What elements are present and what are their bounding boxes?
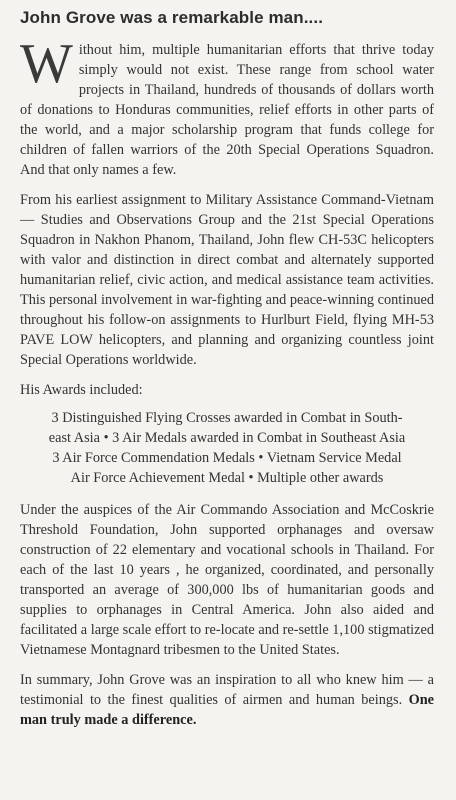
awards-intro: His Awards included:: [20, 382, 143, 398]
awards-line: Air Force Achievement Medal • Multiple other awards: [70, 470, 384, 486]
closing-text: In summary, John Grove was an inspiration to all who knew him — a testimonial to the finest qualities of airmen and human beings.: [20, 672, 434, 708]
awards-line: east Asia • 3 Air Medals awarded in Combat in Southeast Asia: [48, 430, 406, 446]
intro-paragraph: [20, 33, 434, 180]
closing-paragraph: [20, 670, 434, 730]
closing-emphasis: One man truly made a difference.: [20, 692, 434, 728]
intro-text: ithout him, multiple humanitarian efforts that thrive today simply would not exist. These range from school water projects in Thailand, hundreds of thousands of dollars worth of donations to Honduras communities, relief efforts in other parts of the world, and a major scholarship program that funds college for children of fallen warriors of the 20th Special Operations Squadron. And that only names a few.: [20, 42, 434, 178]
awards-line: 3 Air Force Commendation Medals • Vietnam Service Medal: [52, 450, 402, 466]
humanitarian-paragraph: Under the auspices of the Air Commando Association and McCoskrie Threshold Foundation, John supported orphanages and oversaw construction of 22 elementary and vocational schools in Thailand. For each of the last 10 years , he organized, coordinated, and personally transported an average of 300,000 lbs of humanitarian goods and supplies to orphanages in Central America. John also aided and facilitated a large scale effort to re-locate and re-settle 1,100 stigmatized Vietnamese Montagnard tribesmen to the United States.: [20, 502, 434, 658]
awards-list: [20, 408, 434, 488]
awards-line: 3 Distinguished Flying Crosses awarded in Combat in South-: [51, 410, 403, 426]
headline: John Grove was a remarkable man....: [20, 8, 324, 27]
career-paragraph: From his earliest assignment to Military Assistance Command-Vietnam — Studies and Observations Group and the 21st Special Operations Squadron in Nakhon Phanom, Thailand, John flew CH-53C helicopters with valor and distinction in direct combat and alternately supported humanitarian relief, civic action, and medical assistance team activities. This personal involvement in war-fighting and peace-winning continued throughout his follow-on assignments to Hurlburt Field, flying MH-53 PAVE LOW helicopters, and planning and organizing countless joint Special Operations worldwide.: [20, 192, 434, 368]
drop-cap: W: [20, 33, 73, 95]
